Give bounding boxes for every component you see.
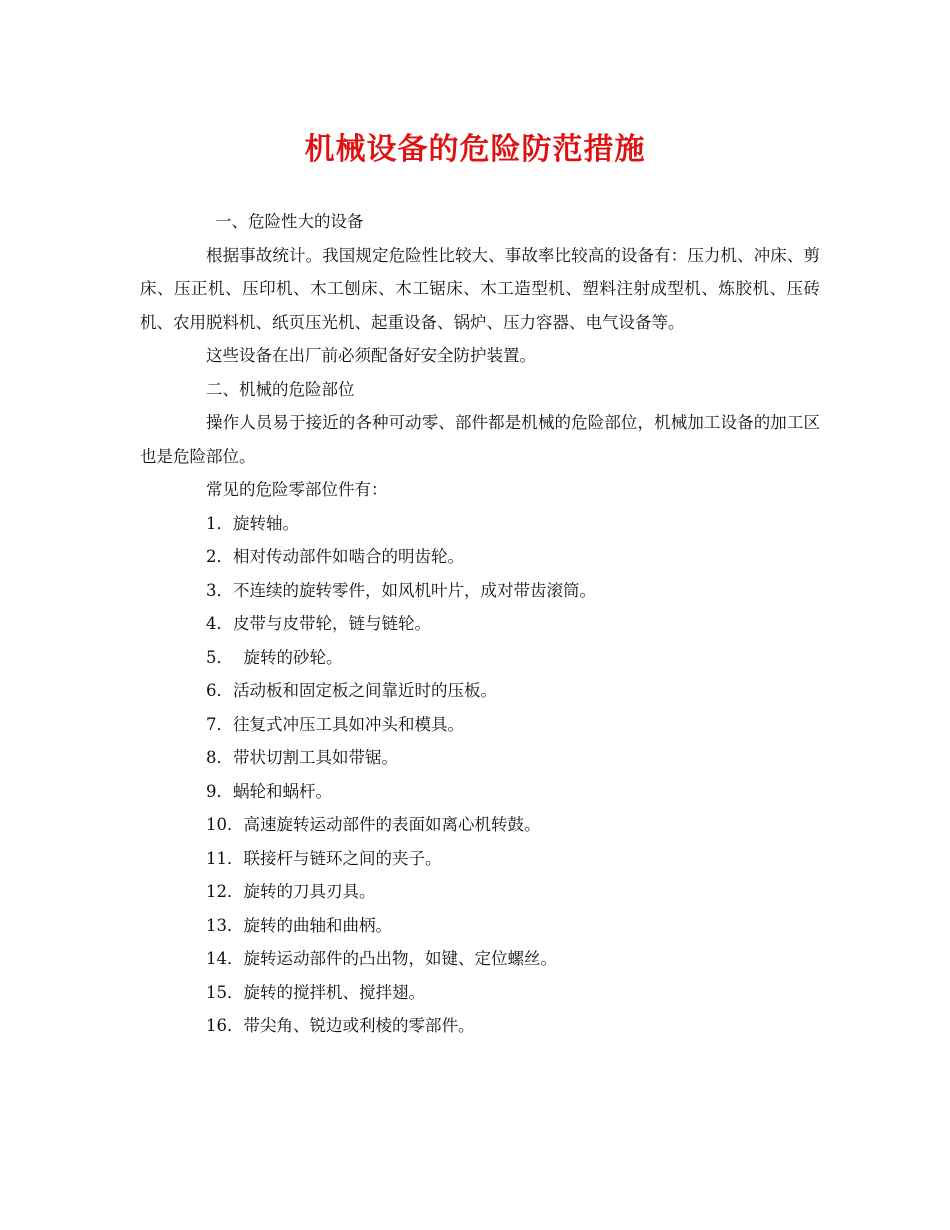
list-item: 16．带尖角、锐边或利棱的零部件。 [206,1016,475,1035]
list-item: 4．皮带与皮带轮，链与链轮。 [206,614,431,633]
section-heading-2: 二、机械的危险部位 [206,379,355,399]
list-item: 10．高速旋转运动部件的表面如离心机转鼓。 [206,815,541,834]
paragraph-common-parts-intro: 常见的危险零部位件有： [206,480,388,499]
list-item: 3．不连续的旋转零件，如风机叶片，成对带齿滚筒。 [206,580,596,600]
paragraph-dangerous-parts: 操作人员易于接近的各种可动零、部件都是机械的危险部位，机械加工设备的加工区也是危险部位。 [140,413,820,466]
list-item: 2．相对传动部件如啮合的明齿轮。 [206,547,464,566]
page-title: 机械设备的危险防范措施 [304,132,646,167]
list-item: 8．带状切割工具如带锯。 [206,748,398,767]
list-item: 6．活动板和固定板之间靠近时的压板。 [206,681,497,700]
list-item: 12．旋转的刀具刃具。 [206,882,376,901]
document-body [140,205,820,1043]
dangerous-parts-list [140,507,820,1043]
list-item: 9．蜗轮和蜗杆。 [206,781,332,801]
list-item: 13．旋转的曲轴和曲柄。 [206,915,392,935]
list-item: 14．旋转运动部件的凸出物，如键、定位螺丝。 [206,949,557,968]
list-item: 11．联接杆与链环之间的夹子。 [206,848,442,868]
paragraph-safety-devices: 这些设备在出厂前必须配备好安全防护装置。 [206,346,536,365]
list-item: 5． 旋转的砂轮。 [206,647,343,667]
paragraph-dangerous-equipment: 根据事故统计。我国规定危险性比较大、事故率比较高的设备有：压力机、冲床、剪床、压正机、压印机、木工刨床、木工锯床、木工造型机、塑料注射成型机、炼胶机、压砖机、农用脱料机、纸页压光机、起重设备、锅炉、压力容器、电气设备等。 [140,245,820,332]
list-item: 1．旋转轴。 [206,513,299,533]
section-heading-1: 一、危险性大的设备 [215,212,364,231]
list-item: 15．旋转的搅拌机、搅拌翅。 [206,982,425,1002]
list-item: 7．往复式冲压工具如冲头和模具。 [206,714,464,734]
